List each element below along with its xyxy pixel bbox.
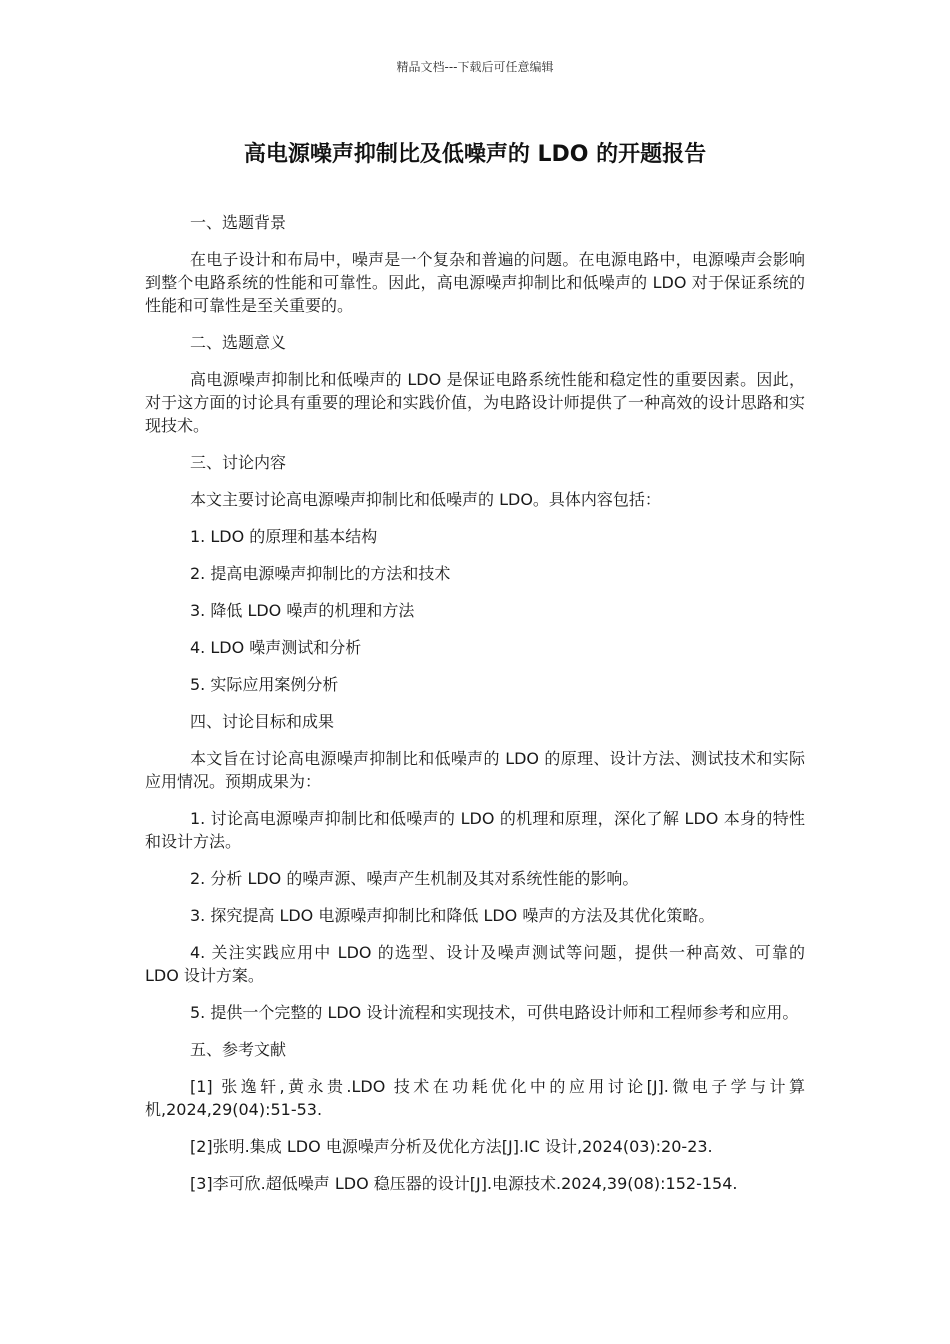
list-item: 1. 讨论高电源噪声抑制比和低噪声的 LDO 的机理和原理，深化了解 LDO 本身的特性和设计方法。 (145, 809, 805, 851)
list-item: 4. LDO 噪声测试和分析 (190, 638, 362, 657)
paragraph-content-intro: 本文主要讨论高电源噪声抑制比和低噪声的 LDO。具体内容包括： (190, 490, 661, 509)
paragraph-significance: 高电源噪声抑制比和低噪声的 LDO 是保证电路系统性能和稳定性的重要因素。因此，对于这方面的讨论具有重要的理论和实践价值，为电路设计师提供了一种高效的设计思路和实现技术。 (145, 370, 805, 435)
reference-item: [2]张明.集成 LDO 电源噪声分析及优化方法[J].IC 设计,2024(03):20-23. (190, 1137, 713, 1156)
page-header-note: 精品文档---下载后可任意编辑 (396, 60, 554, 74)
section-heading-goals: 四、讨论目标和成果 (190, 712, 335, 731)
document-body (145, 211, 805, 1209)
document-title: 高电源噪声抑制比及低噪声的 LDO 的开题报告 (243, 142, 707, 167)
list-item: 4. 关注实践应用中 LDO 的选型、设计及噪声测试等问题，提供一种高效、可靠的 LDO 设计方案。 (145, 943, 805, 985)
section-heading-content: 三、讨论内容 (190, 453, 287, 472)
section-heading-references: 五、参考文献 (190, 1040, 287, 1059)
paragraph-goals-intro: 本文旨在讨论高电源噪声抑制比和低噪声的 LDO 的原理、设计方法、测试技术和实际应用情况。预期成果为： (145, 749, 805, 791)
list-item: 5. 实际应用案例分析 (190, 675, 339, 694)
list-item: 1. LDO 的原理和基本结构 (190, 527, 378, 546)
reference-item: [3]李可欣.超低噪声 LDO 稳压器的设计[J].电源技术.2024,39(08):152-154. (190, 1174, 738, 1193)
list-item: 3. 降低 LDO 噪声的机理和方法 (190, 601, 415, 620)
list-item: 2. 分析 LDO 的噪声源、噪声产生机制及其对系统性能的影响。 (190, 869, 639, 888)
list-item: 3. 探究提高 LDO 电源噪声抑制比和降低 LDO 噪声的方法及其优化策略。 (190, 906, 715, 925)
list-item: 2. 提高电源噪声抑制比的方法和技术 (190, 564, 451, 583)
section-heading-background: 一、选题背景 (190, 213, 287, 232)
reference-item: [1] 张逸轩,黄永贵.LDO 技术在功耗优化中的应用讨论[J].微电子学与计算机,2024,29(04):51-53. (145, 1077, 805, 1119)
list-item: 5. 提供一个完整的 LDO 设计流程和实现技术，可供电路设计师和工程师参考和应用。 (190, 1003, 799, 1022)
section-heading-significance: 二、选题意义 (190, 333, 287, 352)
paragraph-background: 在电子设计和布局中，噪声是一个复杂和普遍的问题。在电源电路中，电源噪声会影响到整个电路系统的性能和可靠性。因此，高电源噪声抑制比和低噪声的 LDO 对于保证系统的性能和可靠性是至关重要的。 (145, 250, 805, 315)
